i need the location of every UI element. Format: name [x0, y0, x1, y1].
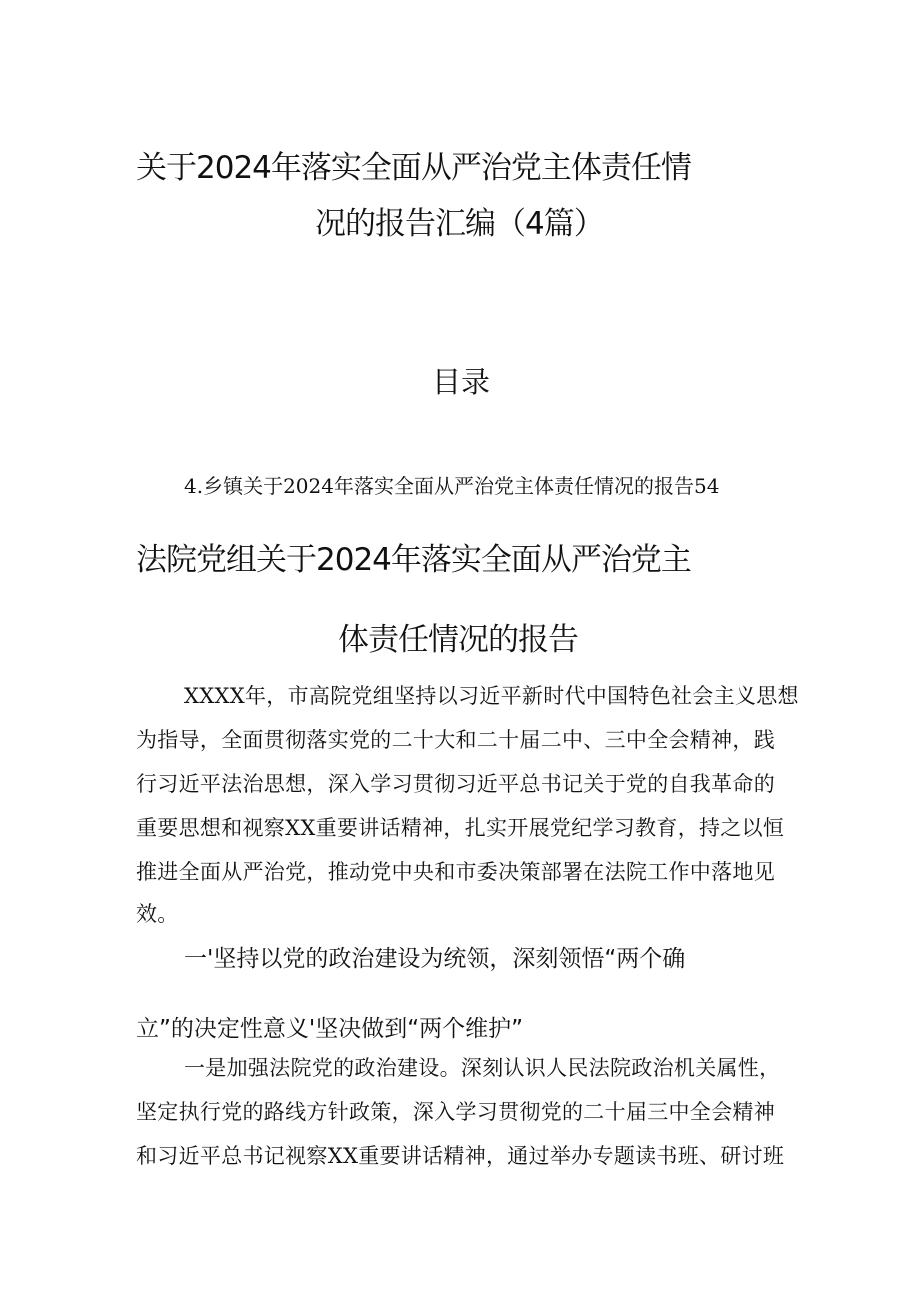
paragraph-1-line: 行习近平法治思想，深入学习贯彻习近平总书记关于党的自我革命的: [136, 772, 775, 796]
paragraph-2-line: 坚定执行党的路线方针政策，深入学习贯彻党的二十届三中全会精神: [136, 1100, 775, 1124]
subheading-line-1: 一'坚持以党的政治建设为统领，深刻领悟“两个确: [184, 946, 686, 972]
toc-item[interactable]: 4.乡镇关于2024年落实全面从严治党主体责任情况的报告54: [184, 474, 720, 498]
paragraph-1-line: 为指导，全面贯彻落实党的二十大和二十届二中、三中全会精神，践: [136, 728, 775, 752]
paragraph-1-line: XXXX年，市高院党组坚持以习近平新时代中国特色社会主义思想: [184, 684, 799, 708]
section-title-line-2: 体责任情况的报告: [338, 622, 578, 658]
toc-heading: 目录: [432, 365, 491, 399]
section-title-line-1: 法院党组关于2024年落实全面从严治党主: [136, 542, 691, 578]
paragraph-2-line: 和习近平总书记视察XX重要讲话精神，通过举办专题读书班、研讨班: [136, 1144, 785, 1168]
paragraph-1-line: 效。: [136, 902, 179, 926]
paragraph-2-line: 一是加强法院党的政治建设。深刻认识人民法院政治机关属性，: [184, 1056, 781, 1080]
subheading-line-2: 立”的决定性意义'坚决做到“两个维护”: [136, 1016, 524, 1042]
paragraph-1-line: 推进全面从严治党，推动党中央和市委决策部署在法院工作中落地见: [136, 860, 775, 884]
document-title-line-1: 关于2024年落实全面从严治党主体责任情: [136, 150, 691, 186]
paragraph-1-line: 重要思想和视察XX重要讲话精神，扎实开展党纪学习教育，持之以恒: [136, 816, 785, 840]
document-title-line-2: 况的报告汇编（4篇）: [315, 206, 604, 242]
